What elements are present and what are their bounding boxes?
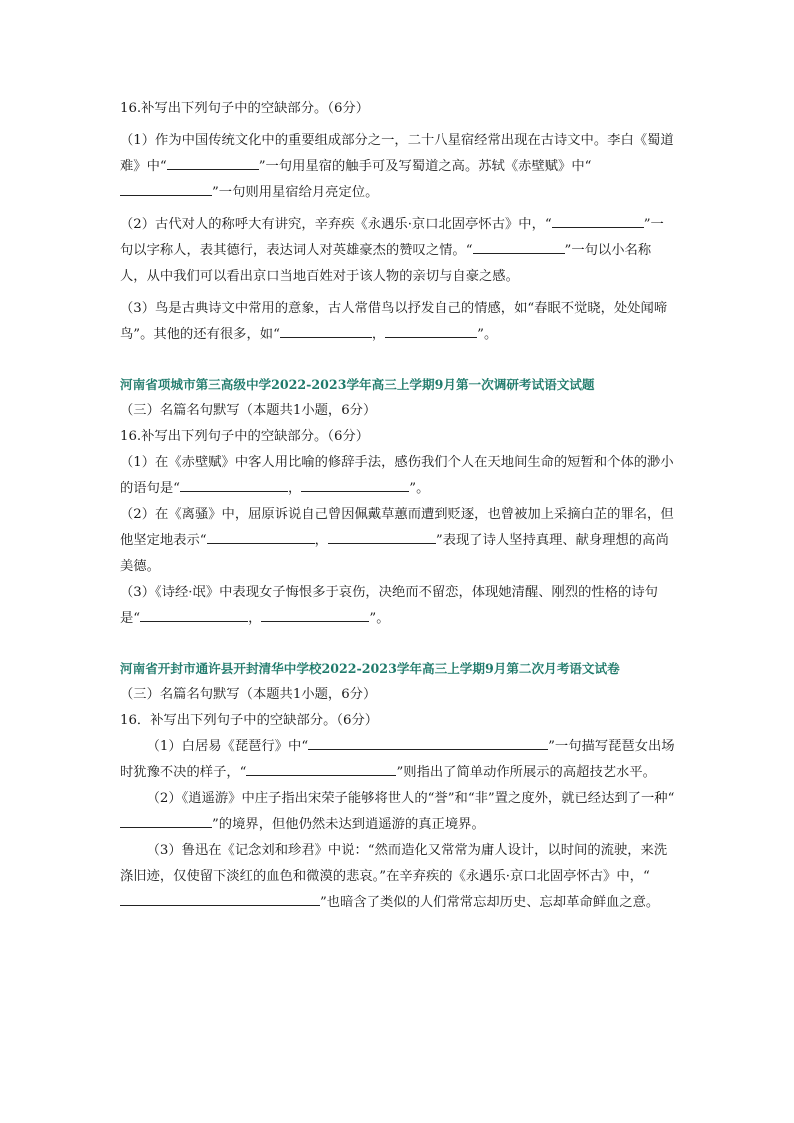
answer-blank[interactable] [473,240,565,254]
question-item-2: （2）古代对人的称呼大有讲究，辛弃疾《永遇乐·京口北固亭怀古》中，“ ”一句以字称人，表其德行，表达词人对英雄豪杰的赞叹之情。“ ”一句以小名称人，从中我们可以看出京口当地百姓对于该人物的亲切与自豪之感。 [120,212,676,290]
answer-blank[interactable] [120,814,212,828]
question-item-1: （1）在《赤壁赋》中客人用比喻的修辞手法，感伤我们个人在天地间生命的短暂和个体的渺小的语句是“ ， ”。 [120,455,674,496]
section-subtitle: （三）名篇名句默写（本题共1小题，6分） [120,403,377,418]
answer-blank[interactable] [328,530,436,544]
document-content [120,96,676,916]
answer-blank[interactable] [246,762,396,776]
question-item-1: （1）作为中国传统文化中的重要组成部分之一，二十八星宿经常出现在古诗文中。李白《蜀道难》中“ ”一句用星宿的触手可及写蜀道之高。苏轼《赤壁赋》中“”一句则用星宿给月亮定位。 [120,133,674,200]
source-heading: 河南省项城市第三高级中学2022-2023学年高三上学期9月第一次调研考试语文试题 [120,377,595,392]
question-item-2: （2）《逍遥游》中庄子指出宋荣子能够将世人的“誉”和“非”置之度外，就已经达到了一种“”的境界，但他仍然未达到逍遥游的真正境界。 [120,786,676,838]
answer-blank[interactable] [301,478,409,492]
question-item-2: （2）在《离骚》中，屈原诉说自己曾因佩戴草蕙而遭到贬逐，也曾被加上采摘白芷的罪名，但他坚定地表示“ ， ”表现了诗人坚持真理、献身理想的高尚美德。 [120,507,674,574]
question-title: 16．补写出下列句子中的空缺部分。（6分） [120,713,379,728]
answer-blank[interactable] [280,324,372,338]
answer-blank[interactable] [140,608,248,622]
question-item-3: （3）鲁迅在《记念刘和珍君》中说：“然而造化又常常为庸人设计，以时间的流驶，来洗涤旧迹，仅使留下淡红的血色和微漠的悲哀。”在辛弃疾的《永遇乐·京口北固亭怀古》中，“”也暗含了类似的人们常常忘却历史、忘却革命鲜血之意。 [120,843,668,910]
source-heading: 河南省开封市通许县开封清华中学校2022-2023学年高三上学期9月第二次月考语文试卷 [120,661,620,676]
question-item-3: （3）《诗经·氓》中表现女子悔恨多于哀伤，决绝而不留恋，体现她清醒、刚烈的性格的诗句是“ ， ”。 [120,585,658,626]
answer-blank[interactable] [120,182,212,196]
answer-blank[interactable] [120,892,320,906]
answer-blank[interactable] [167,156,259,170]
question-item-1: （1）白居易《琵琶行》中“ ”一句描写琵琶女出场时犹豫不决的样子，“ ”则指出了简单动作所展示的高超技艺水平。 [120,734,676,786]
answer-blank[interactable] [552,214,644,228]
answer-blank[interactable] [308,736,548,750]
answer-blank[interactable] [180,478,288,492]
question-title: 16.补写出下列句子中的空缺部分。（6分） [120,429,370,444]
question-item-3: （3）鸟是古典诗文中常用的意象，古人常借鸟以抒发自己的情感，如“春眠不觉晓，处处闻啼鸟”。其他的还有很多，如“ ， ”。 [120,301,668,342]
question-title: 16.补写出下列句子中的空缺部分。（6分） [120,101,370,116]
answer-blank[interactable] [385,324,477,338]
answer-blank[interactable] [261,608,369,622]
answer-blank[interactable] [207,530,315,544]
section-subtitle: （三）名篇名句默写（本题共1小题，6分） [120,687,377,702]
